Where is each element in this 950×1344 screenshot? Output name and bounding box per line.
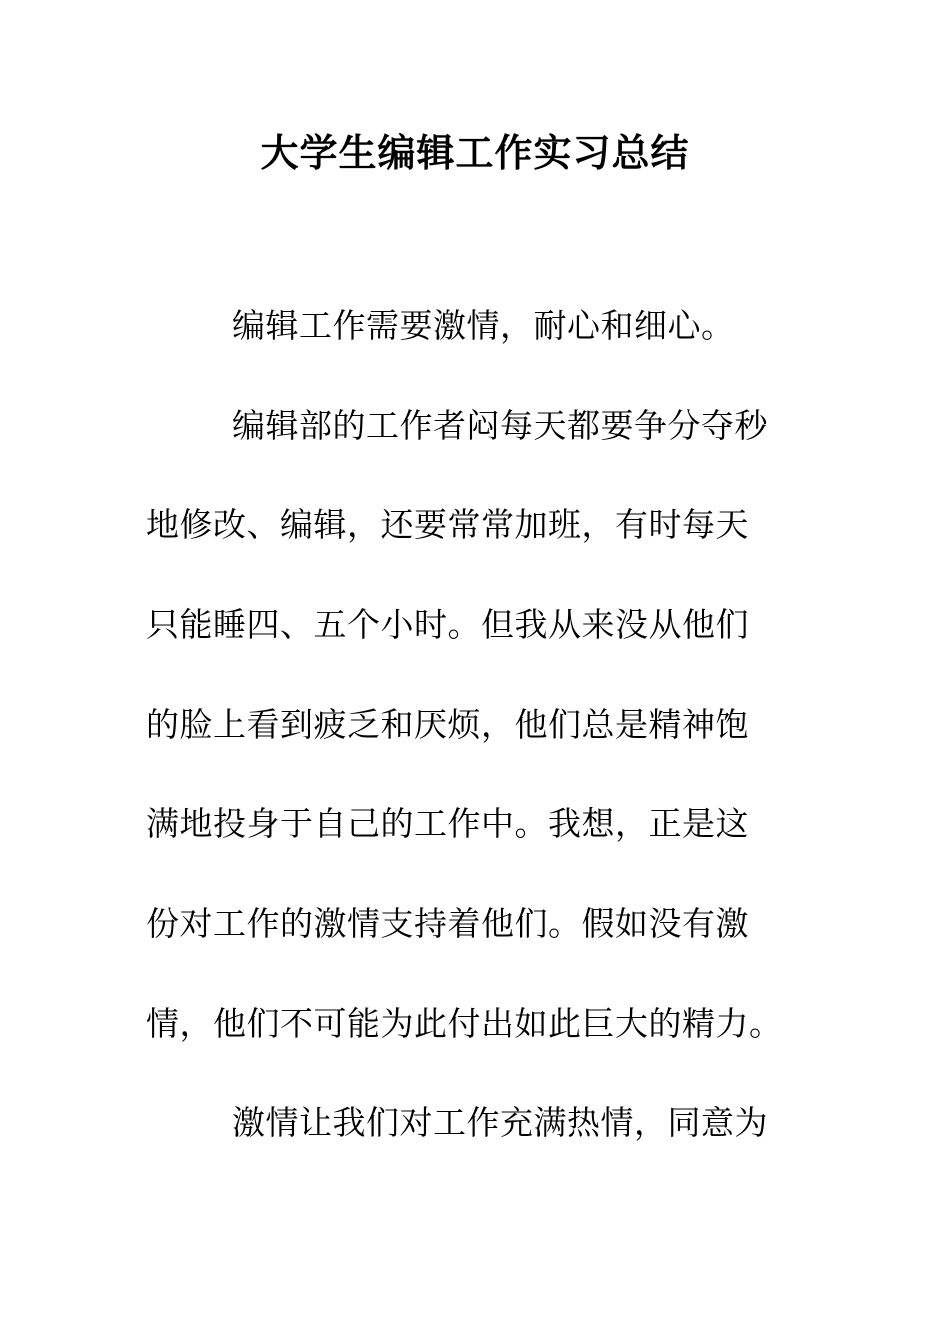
paragraph-2-line-7: 情，他们不可能为此付出如此巨大的精力。 [146, 1004, 783, 1043]
paragraph-2-line-1: 编辑部的工作者闷每天都要争分夺秒 [232, 406, 768, 445]
paragraph-2-line-6: 份对工作的激情支持着他们。假如没有激 [146, 904, 749, 943]
paragraph-1-line-1: 编辑工作需要激情，耐心和细心。 [232, 306, 735, 345]
paragraph-2-line-4: 的脸上看到疲乏和厌烦，他们总是精神饱 [146, 705, 749, 744]
paragraph-3-line-1: 激情让我们对工作充满热情，同意为 [232, 1103, 768, 1142]
paragraph-2-line-3: 只能睡四、五个小时。但我从来没从他们 [146, 605, 749, 644]
paragraph-2-line-5: 满地投身于自己的工作中。我想，正是这 [146, 804, 749, 843]
document-title: 大学生编辑工作实习总结 [260, 131, 690, 175]
paragraph-2-line-2: 地修改、编辑，还要常常加班，有时每天 [146, 505, 749, 544]
